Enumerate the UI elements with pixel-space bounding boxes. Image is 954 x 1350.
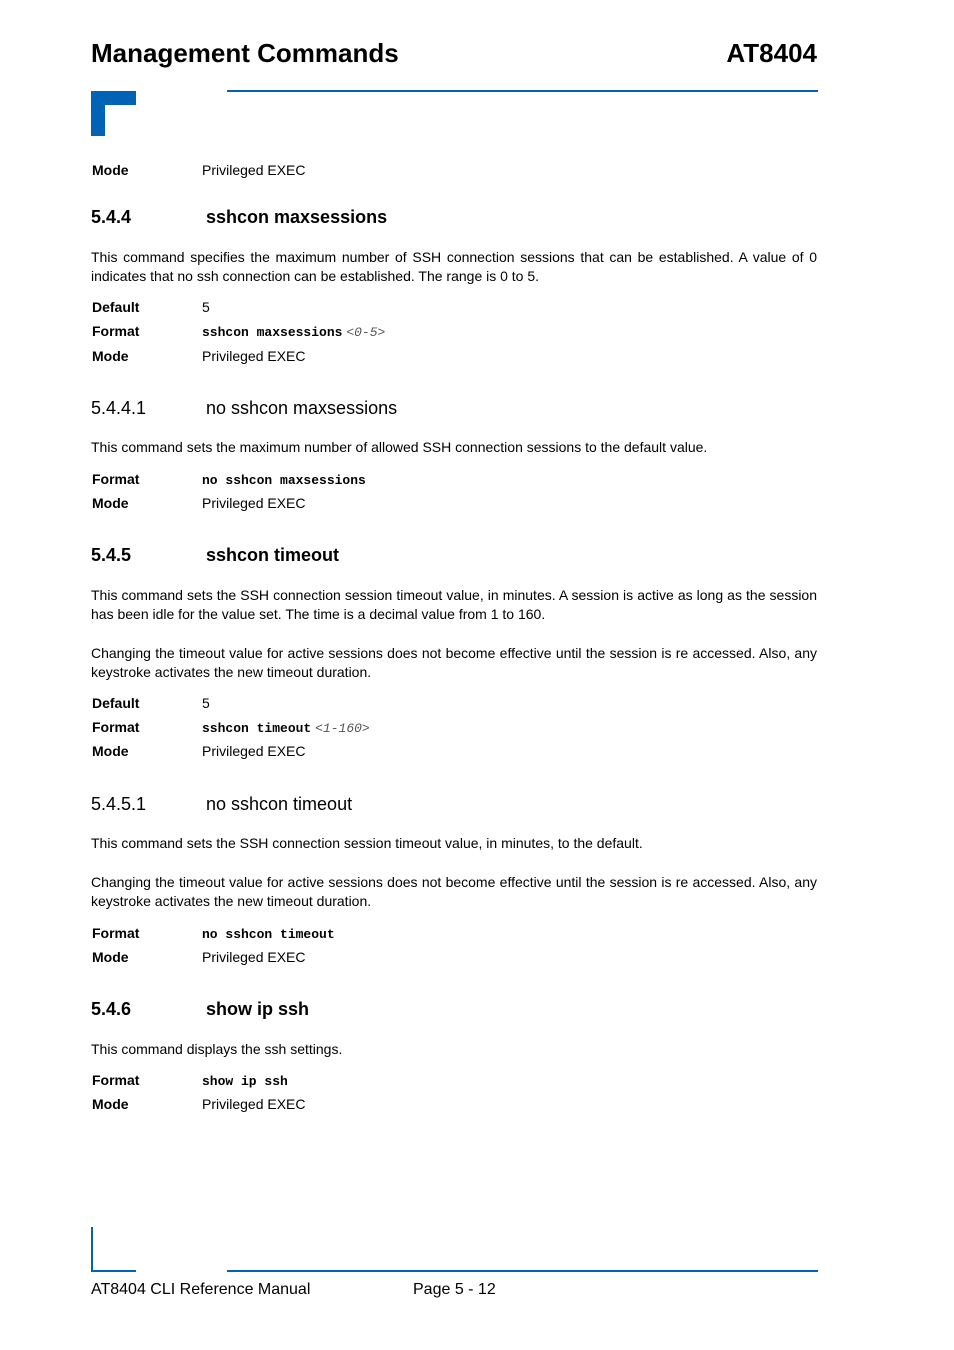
section-5-4-5-heading <box>91 545 339 566</box>
mode-value: Privileged EXEC <box>202 348 306 364</box>
section-5-4-5-1-description-2: Changing the timeout value for active sessions does not become effective until the session is re accessed. Also, any keystroke activates the new timeout duration. <box>91 874 817 909</box>
section-5-4-6-description: This command displays the ssh settings. <box>91 1041 343 1057</box>
mode-row <box>92 346 306 366</box>
footer-rule <box>227 1270 818 1272</box>
section-5-4-4-1-description: This command sets the maximum number of allowed SSH connection sessions to the default value. <box>91 439 708 455</box>
format-command: sshcon timeout <box>202 721 312 736</box>
mode-value: Privileged EXEC <box>202 162 306 178</box>
format-label: Format <box>92 1072 140 1088</box>
footer-manual-title: AT8404 CLI Reference Manual <box>91 1281 311 1298</box>
section-5-4-4-1-heading <box>91 398 397 419</box>
section-5-4-6-heading <box>91 999 309 1020</box>
format-argument: <1-160> <box>315 721 370 736</box>
section-5-4-5-description-2: Changing the timeout value for active sessions does not become effective until the session is re accessed. Also, any keystroke activates the new timeout duration. <box>91 645 817 680</box>
format-argument: <0-5> <box>346 325 386 340</box>
mode-value: Privileged EXEC <box>202 495 306 511</box>
mode-value: Privileged EXEC <box>202 949 306 965</box>
mode-label: Mode <box>92 162 129 178</box>
mode-label: Mode <box>92 348 129 364</box>
mode-label: Mode <box>92 949 129 965</box>
section-title: no sshcon timeout <box>206 794 353 814</box>
mode-label: Mode <box>92 1096 129 1112</box>
section-number: 5.4.6 <box>91 999 132 1019</box>
format-label: Format <box>92 471 140 487</box>
section-5-4-5-1-heading <box>91 794 352 815</box>
footer-page-number: Page 5 - 12 <box>413 1281 496 1298</box>
footer-bracket-horizontal <box>91 1270 136 1272</box>
header-product: AT8404 <box>726 38 817 68</box>
default-label: Default <box>92 299 140 315</box>
format-label: Format <box>92 719 140 735</box>
format-command: sshcon maxsessions <box>202 325 343 340</box>
section-number: 5.4.4.1 <box>91 398 147 418</box>
mode-row <box>92 947 306 967</box>
header-rule <box>227 90 818 92</box>
mode-row <box>92 1094 306 1114</box>
section-title: show ip ssh <box>206 999 310 1019</box>
mode-label: Mode <box>92 743 129 759</box>
section-5-4-5-1-description-1: This command sets the SSH connection session timeout value, in minutes, to the default. <box>91 835 643 851</box>
format-row <box>92 321 385 341</box>
mode-row <box>92 741 306 761</box>
default-row <box>92 693 210 713</box>
section-title: sshcon maxsessions <box>206 207 388 227</box>
top-mode-row <box>92 160 306 180</box>
section-number: 5.4.5 <box>91 545 132 565</box>
format-label: Format <box>92 925 140 941</box>
section-number: 5.4.5.1 <box>91 794 147 814</box>
default-value: 5 <box>202 299 210 315</box>
format-label: Format <box>92 323 140 339</box>
mode-value: Privileged EXEC <box>202 1096 306 1112</box>
default-row <box>92 297 210 317</box>
format-row <box>92 469 366 489</box>
mode-label: Mode <box>92 495 129 511</box>
format-row <box>92 717 370 737</box>
mode-row <box>92 493 306 513</box>
section-number: 5.4.4 <box>91 207 132 227</box>
corner-bracket-horizontal <box>91 91 136 105</box>
footer-bracket-vertical <box>91 1227 93 1272</box>
default-label: Default <box>92 695 140 711</box>
section-title: sshcon timeout <box>206 545 340 565</box>
format-command: no sshcon timeout <box>202 927 335 942</box>
format-row <box>92 923 335 943</box>
section-title: no sshcon maxsessions <box>206 398 398 418</box>
default-value: 5 <box>202 695 210 711</box>
format-command: no sshcon maxsessions <box>202 473 366 488</box>
format-row <box>92 1070 288 1090</box>
header-title: Management Commands <box>91 38 399 68</box>
section-5-4-5-description-1: This command sets the SSH connection session timeout value, in minutes. A session is active as long as the session has been idle for the value set. The time is a decimal value from 1 to 160. <box>91 587 817 622</box>
section-5-4-4-heading <box>91 207 387 228</box>
format-command: show ip ssh <box>202 1074 288 1089</box>
mode-value: Privileged EXEC <box>202 743 306 759</box>
section-5-4-4-description: This command specifies the maximum number of SSH connection sessions that can be established. A value of 0 indicates that no ssh connection can be established. The range is 0 to 5. <box>91 249 817 284</box>
